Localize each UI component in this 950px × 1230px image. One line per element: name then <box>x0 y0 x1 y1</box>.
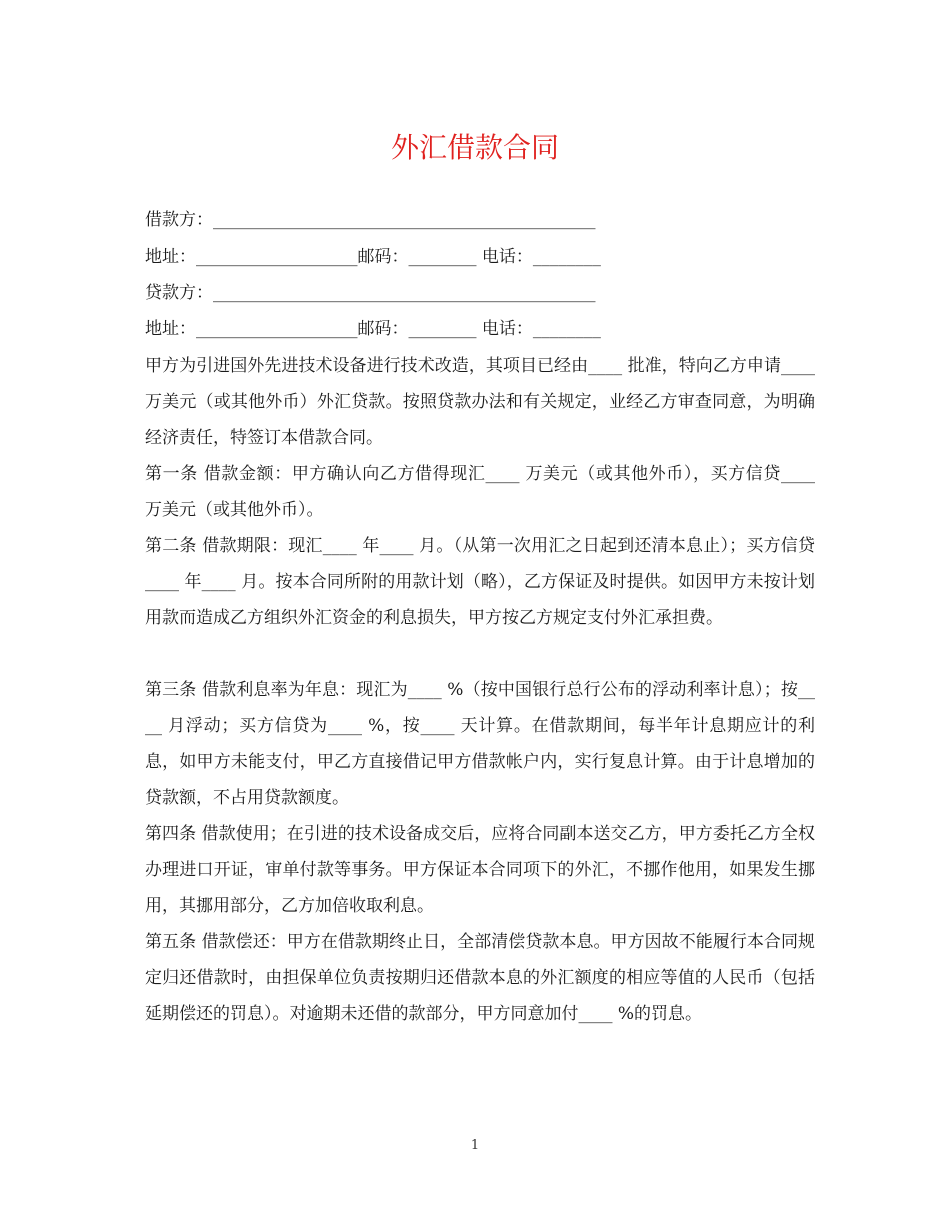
article-5-paragraph: 第五条 借款偿还：甲方在借款期终止日，全部清偿贷款本息。甲方因故不能履行本合同规定归还借款时，由担保单位负责按期归还借款本息的外汇额度的相应等值的人民币（包括延期偿还的罚息）。对逾期未还借的款部分，甲方同意加付____ %的罚息。 <box>145 932 815 1024</box>
borrower-address-field: 地址：___________________邮码：________ 电话：________ <box>145 247 601 267</box>
lender-address-field: 地址：___________________邮码：________ 电话：________ <box>145 319 601 339</box>
article-2-paragraph: 第二条 借款期限：现汇____ 年____ 月。（从第一次用汇之日起到还清本息止）；买方信贷____ 年____ 月。按本合同所附的用款计划（略），乙方保证及时提供。如因甲方未按计划用款而造成乙方组织外汇资金的利息损失，甲方按乙方规定支付外汇承担费。 <box>145 536 815 628</box>
borrower-field: 借款方：_____________________________________________ <box>145 210 596 230</box>
document-title: 外汇借款合同 <box>390 131 559 164</box>
article-4-paragraph: 第四条 借款使用；在引进的技术设备成交后，应将合同副本送交乙方，甲方委托乙方全权办理进口开证，审单付款等事务。甲方保证本合同项下的外汇，不挪作他用，如果发生挪用，其挪用部分，乙方加倍收取利息。 <box>145 824 815 916</box>
intro-paragraph: 甲方为引进国外先进技术设备进行技术改造，其项目已经由____ 批准，特向乙方申请____ 万美元（或其他外币）外汇贷款。按照贷款办法和有关规定，业经乙方审查同意，为明确经济责任，特签订本借款合同。 <box>145 356 815 448</box>
lender-field: 贷款方：_____________________________________________ <box>145 283 596 303</box>
article-1-paragraph: 第一条 借款金额：甲方确认向乙方借得现汇____ 万美元（或其他外币），买方信贷____ 万美元（或其他外币）。 <box>145 464 815 520</box>
article-3-paragraph: 第三条 借款利息率为年息：现汇为____ %（按中国银行总行公布的浮动利率计息）；按____ 月浮动；买方信贷为____ %，按____ 天计算。在借款期间，每半年计息期应计的利息，如甲方未能支付，甲乙方直接借记甲方借款帐户内，实行复息计算。由于计息增加的贷款额，不占用贷款额度。 <box>145 680 815 808</box>
page-number: 1 <box>470 1138 480 1153</box>
